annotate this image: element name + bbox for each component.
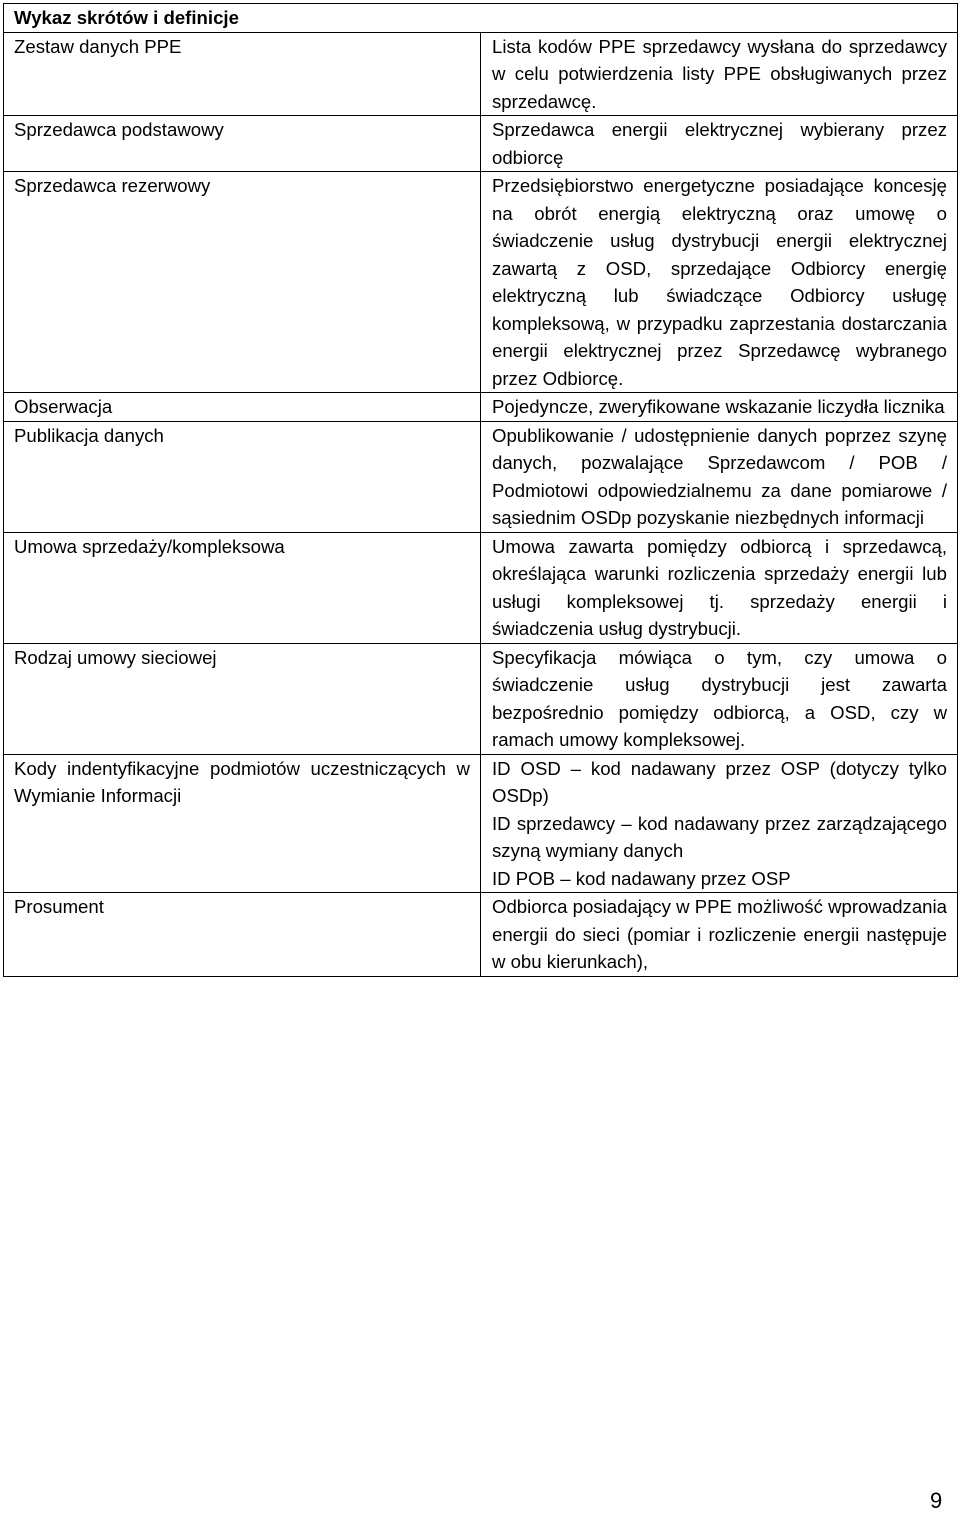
table-row: [4, 893, 958, 977]
definition-cell: Odbiorca posiadający w PPE możliwość wprowadzania energii do sieci (pomiar i rozliczenie energii następuje w obu kierunkach),: [481, 893, 958, 977]
id-seller-line: ID sprzedawcy – kod nadawany przez zarządzającego szyną wymiany danych: [492, 812, 947, 861]
id-osd-line: ID OSD – kod nadawany przez OSP (dotyczy tylko OSDp): [492, 757, 947, 806]
table-header-row: [4, 4, 958, 33]
table-row: [4, 32, 958, 116]
table-row: [4, 754, 958, 893]
table-row: [4, 393, 958, 422]
term-cell: Zestaw danych PPE: [4, 32, 481, 116]
definition-cell: [481, 754, 958, 893]
term-cell: Sprzedawca podstawowy: [4, 116, 481, 172]
id-pob-line: ID POB – kod nadawany przez OSP: [492, 867, 791, 889]
table-row: [4, 172, 958, 393]
term-cell: Rodzaj umowy sieciowej: [4, 643, 481, 754]
definition-cell: Sprzedawca energii elektrycznej wybierany przez odbiorcę: [481, 116, 958, 172]
definition-cell: Lista kodów PPE sprzedawcy wysłana do sprzedawcy w celu potwierdzenia listy PPE obsługiwanych przez sprzedawcę.: [481, 32, 958, 116]
definition-cell: Opublikowanie / udostępnienie danych poprzez szynę danych, pozwalające Sprzedawcom / POB / Podmiotowi odpowiedzialnemu za dane pomiarowe / sąsiednim OSDp pozyskanie niezbędnych informacji: [481, 421, 958, 532]
table-row: [4, 421, 958, 532]
definition-cell: Pojedyncze, zweryfikowane wskazanie liczydła licznika: [481, 393, 958, 422]
term-cell: Umowa sprzedaży/kompleksowa: [4, 532, 481, 643]
definitions-table: [3, 3, 958, 977]
definition-cell: Specyfikacja mówiąca o tym, czy umowa o świadczenie usług dystrybucji jest zawarta bezpośrednio pomiędzy odbiorcą, a OSD, czy w ramach umowy kompleksowej.: [481, 643, 958, 754]
page-number: 9: [930, 1488, 943, 1513]
table-row: [4, 532, 958, 643]
definition-cell: Umowa zawarta pomiędzy odbiorcą i sprzedawcą, określająca warunki rozliczenia sprzedaży energii lub usługi kompleksowej tj. sprzedaży energii i świadczenia usług dystrybucji.: [481, 532, 958, 643]
term-cell: Kody indentyfikacyjne podmiotów uczestniczących w Wymianie Informacji: [4, 754, 481, 893]
table-row: [4, 643, 958, 754]
term-cell: Prosument: [4, 893, 481, 977]
table-title: Wykaz skrótów i definicje: [4, 4, 958, 33]
term-cell: Publikacja danych: [4, 421, 481, 532]
definition-cell: Przedsiębiorstwo energetyczne posiadające koncesję na obrót energią elektryczną oraz umowę o świadczenie usług dystrybucji energii elektrycznej zawartą z OSD, sprzedające Odbiorcy energię elektryczną lub świadczące Odbiorcy usługę kompleksową, w przypadku zaprzestania dostarczania energii elektrycznej przez Sprzedawcę wybranego przez Odbiorcę.: [481, 172, 958, 393]
term-cell: Obserwacja: [4, 393, 481, 422]
table-row: [4, 116, 958, 172]
term-cell: Sprzedawca rezerwowy: [4, 172, 481, 393]
